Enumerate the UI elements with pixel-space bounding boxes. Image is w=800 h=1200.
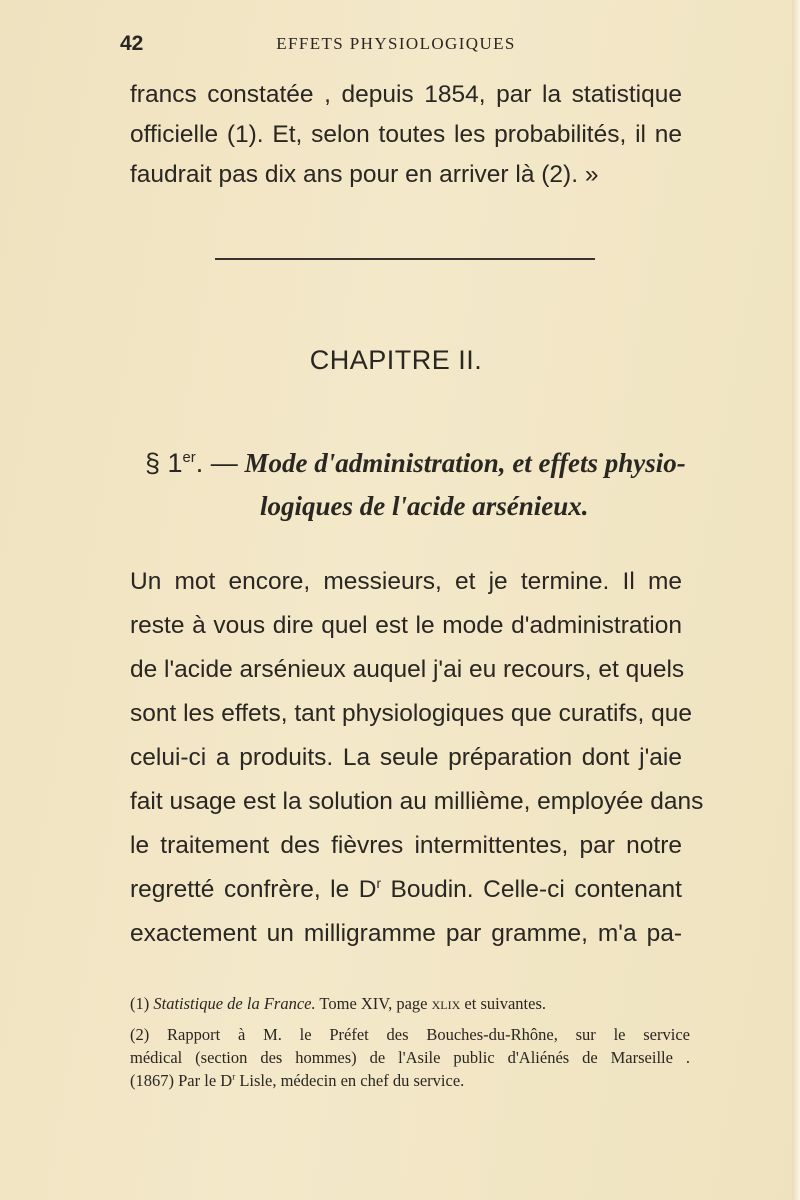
section-title-line1: Mode d'administration, et effets physio- [244, 448, 686, 478]
text-line: celui-ci a produits. La seule préparation dont j'aie [130, 744, 682, 771]
text-line: exactement un milligramme par gramme, m'a pa- [130, 920, 682, 947]
text-line: le traitement des fièvres intermittentes, par notre [130, 832, 682, 859]
chapter-title: CHAPITRE II. [309, 345, 483, 375]
text-line: francs constatée , depuis 1854, par la statistique [130, 81, 682, 108]
text-line: Un mot encore, messieurs, et je termine. Il me [130, 568, 682, 595]
page-number: 42 [120, 32, 144, 55]
running-head [0, 32, 792, 62]
text-line: faudrait pas dix ans pour en arriver là (2). » [130, 161, 599, 188]
page-edge [792, 0, 800, 1200]
footnote-2-line: médical (section des hommes) de l'Asile public d'Aliénés de Marseille . [130, 1048, 690, 1067]
text-line: sont les effets, tant physiologiques que curatifs, que [130, 700, 693, 727]
running-title: EFFETS PHYSIOLOGIQUES [276, 34, 516, 53]
footnote-2-line: (2) Rapport à M. le Préfet des Bouches-du-Rhône, sur le service [130, 1025, 690, 1044]
text-line: regretté confrère, le $D^r$ Boudin. Celle-ci contenant [130, 875, 682, 903]
section-heading [145, 446, 686, 480]
section-mark: § 1er. — [145, 448, 238, 478]
text-line: de l'acide arsénieux auquel j'ai eu recours, et quels [130, 656, 685, 683]
footnote-2-line: (1867) Par le $D^r$ Lisle, médecin en chef du service. [130, 1071, 465, 1090]
text-line: officielle (1). Et, selon toutes les probabilités, il ne [130, 121, 682, 148]
footnote-1: (1) Statistique de la France. Tome XIV, page xlix et suivantes. [130, 994, 546, 1013]
section-title-line2: logiques de l'acide arsénieux. [260, 491, 589, 521]
text-line: reste à vous dire quel est le mode d'administration [130, 612, 682, 639]
text-line: fait usage est la solution au millième, employée dans [130, 788, 704, 815]
separator-rule [215, 258, 595, 260]
